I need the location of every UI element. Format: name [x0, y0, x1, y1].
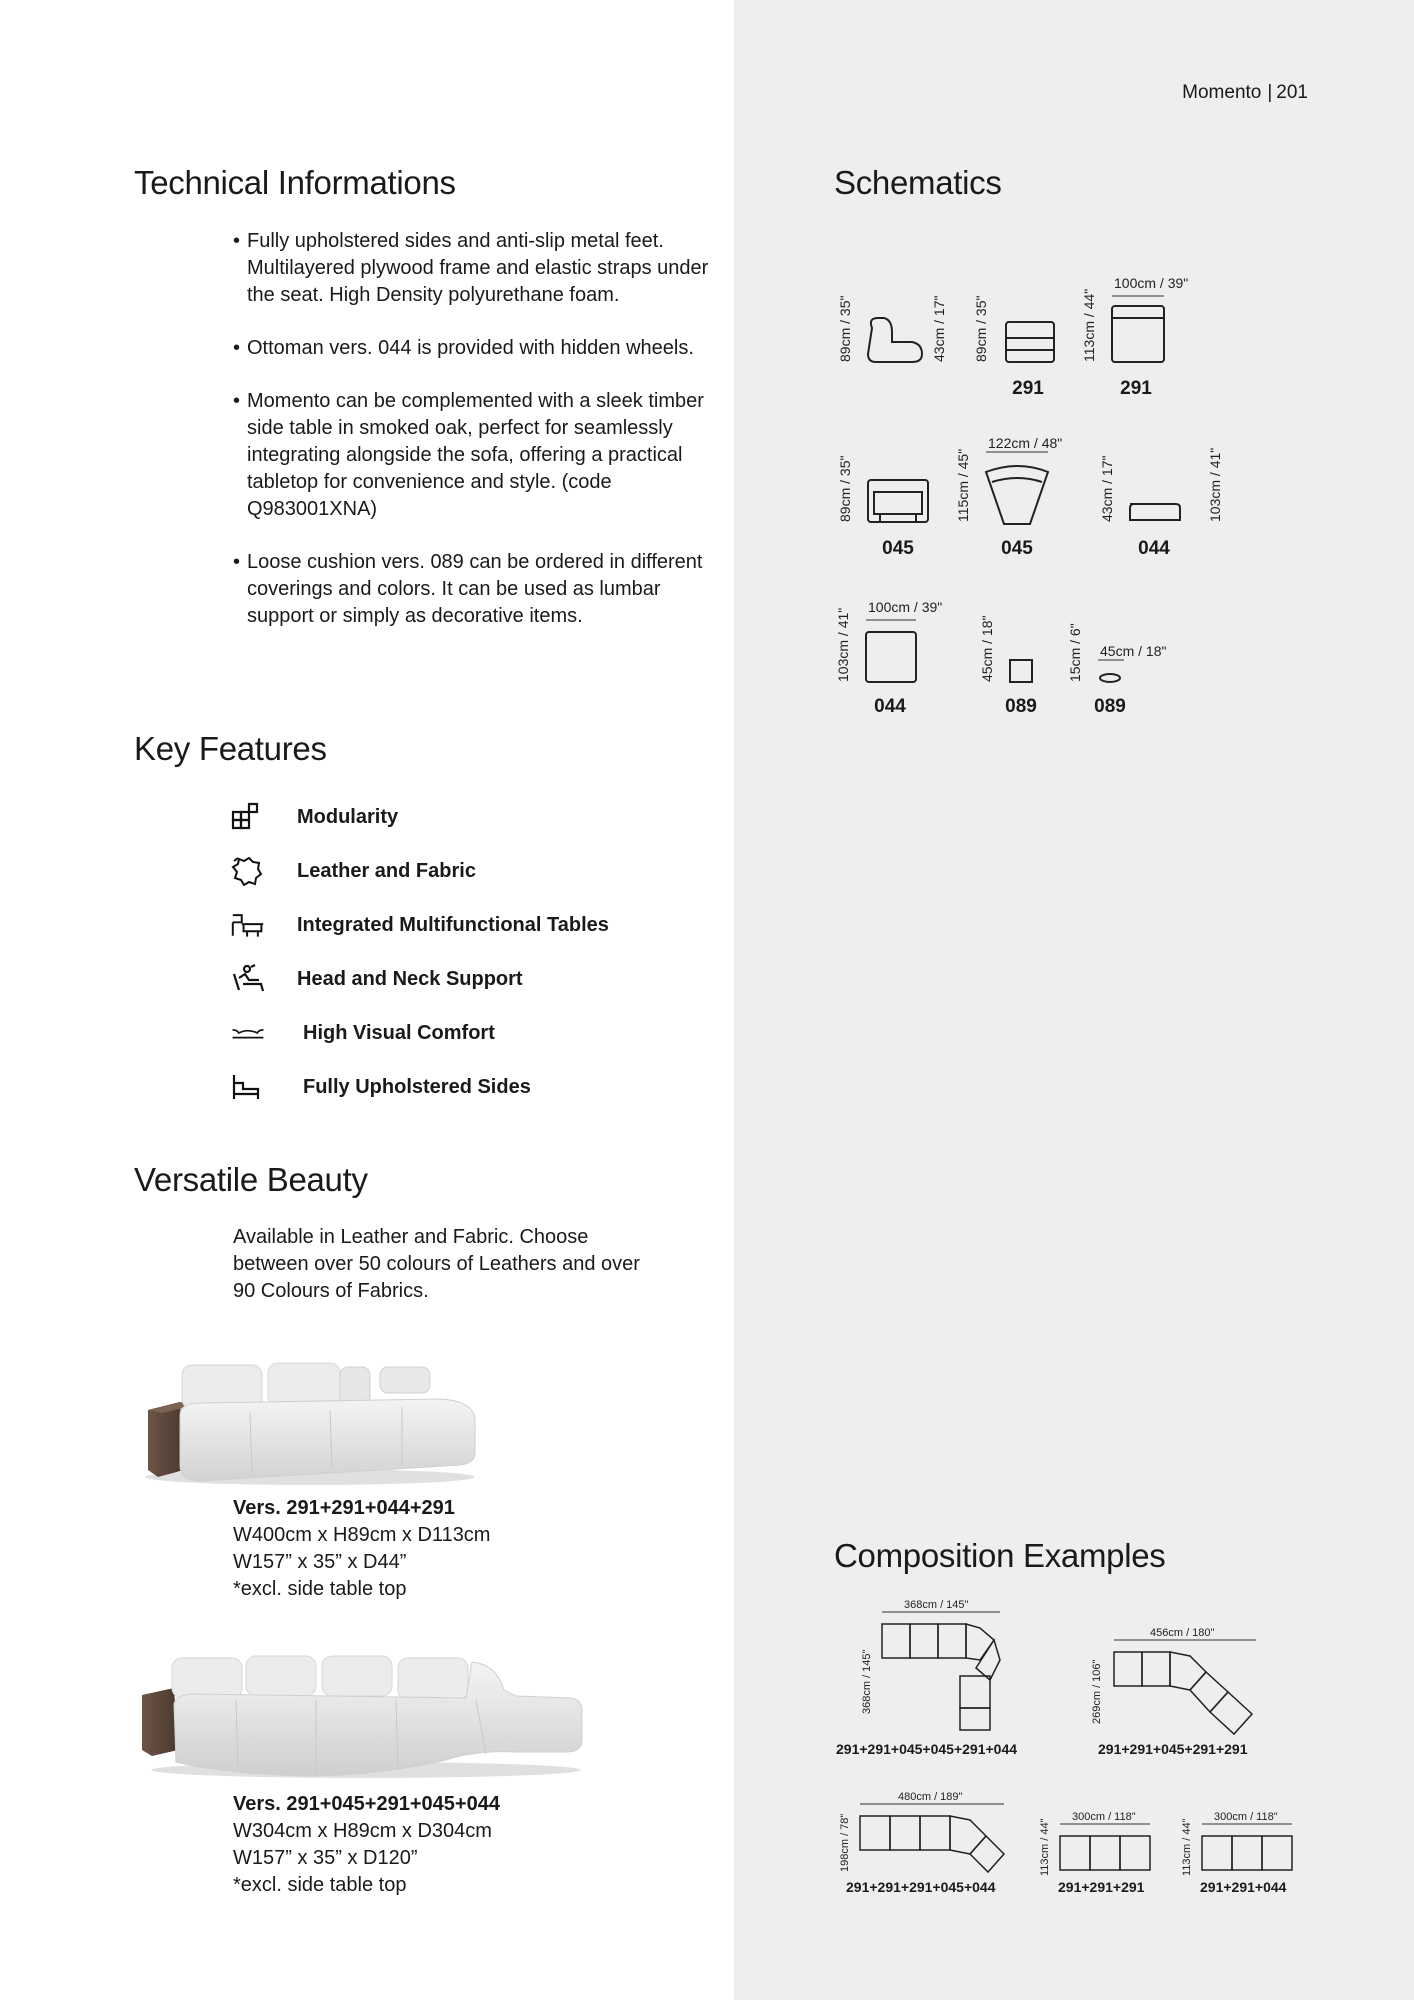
feature-list [231, 790, 711, 1114]
feature-item: High Visual Comfort [231, 1006, 711, 1060]
svg-text:43cm / 17": 43cm / 17" [1099, 455, 1115, 522]
versatile-title: Versatile Beauty [134, 1161, 368, 1198]
svg-text:456cm / 180": 456cm / 180" [1150, 1627, 1215, 1639]
svg-text:291+291+044: 291+291+044 [1200, 1879, 1287, 1895]
page-number: 201 [1276, 82, 1308, 103]
version-1: Vers. 291+291+044+291 W400cm x H89cm x D113cm W157” x 35” x D44” *excl. side table top [233, 1497, 491, 1600]
svg-text:89cm / 35": 89cm / 35" [837, 295, 853, 362]
svg-text:122cm / 48": 122cm / 48" [988, 435, 1063, 451]
bullet-item: • Loose cushion vers. 089 can be ordered in different coverings and colors. It can be used as lumbar support or simply as decorative items. [233, 551, 703, 627]
svg-text:43cm / 17": 43cm / 17" [931, 295, 947, 362]
page-header: Momento | 201 [1182, 82, 1308, 103]
svg-text:269cm / 106": 269cm / 106" [1091, 1659, 1103, 1724]
technical-bullets [233, 228, 713, 656]
svg-text:115cm / 45": 115cm / 45" [955, 448, 971, 522]
svg-text:300cm / 118": 300cm / 118" [1214, 1811, 1278, 1823]
svg-text:45cm / 18": 45cm / 18" [979, 615, 995, 682]
version-2: Vers. 291+045+291+045+044 W304cm x H89cm x D304cm W157” x 35” x D120” *excl. side table top [233, 1793, 500, 1896]
modularity-icon [231, 802, 265, 832]
svg-text:291: 291 [1012, 378, 1044, 399]
head-neck-icon [231, 964, 265, 994]
svg-text:045: 045 [1001, 538, 1033, 559]
bullet-item: • Ottoman vers. 044 is provided with hidden wheels. [233, 337, 694, 359]
svg-text:89cm / 35": 89cm / 35" [837, 455, 853, 522]
svg-text:368cm / 145": 368cm / 145" [861, 1649, 873, 1714]
svg-text:103cm / 41": 103cm / 41" [835, 607, 851, 682]
svg-text:15cm / 6": 15cm / 6" [1067, 623, 1083, 682]
composition-title: Composition Examples [834, 1537, 1166, 1574]
svg-text:089: 089 [1094, 696, 1126, 717]
upholstered-sides-icon [231, 1072, 265, 1102]
key-features-title: Key Features [134, 730, 327, 767]
sofa-image-1 [140, 1355, 480, 1485]
table-icon [231, 910, 265, 940]
feature-item: Integrated Multifunctional Tables [231, 898, 711, 952]
sofa-image-2 [136, 1640, 586, 1780]
svg-text:198cm / 78": 198cm / 78" [839, 1813, 851, 1872]
bullet-item: • Fully upholstered sides and anti-slip metal feet. Multilayered plywood frame and elastic straps under the seat. High Density polyurethane foam. [233, 230, 709, 306]
svg-text:113cm / 44": 113cm / 44" [1039, 1818, 1051, 1876]
svg-text:291: 291 [1120, 378, 1152, 399]
leather-fabric-icon [231, 856, 265, 886]
svg-text:291+291+291+045+044: 291+291+291+045+044 [846, 1879, 996, 1895]
brand-name: Momento [1182, 82, 1262, 103]
feature-item: Leather and Fabric [231, 844, 711, 898]
svg-text:100cm / 39": 100cm / 39" [868, 599, 943, 615]
versatile-text: Available in Leather and Fabric. Choose between over 50 colours of Leathers and over 90 Colours of Fabrics. [233, 1226, 640, 1302]
svg-text:044: 044 [874, 696, 906, 717]
technical-title: Technical Informations [134, 164, 456, 201]
svg-text:113cm / 44": 113cm / 44" [1181, 1818, 1193, 1876]
svg-text:45cm / 18": 45cm / 18" [1100, 643, 1167, 659]
svg-text:291+291+291: 291+291+291 [1058, 1879, 1145, 1895]
svg-text:045: 045 [882, 538, 914, 559]
svg-text:089: 089 [1005, 696, 1037, 717]
feature-item: Modularity [231, 790, 711, 844]
feature-item: Fully Upholstered Sides [231, 1060, 711, 1114]
svg-text:291+291+045+045+291+044: 291+291+045+045+291+044 [836, 1741, 1018, 1757]
svg-text:103cm / 41": 103cm / 41" [1207, 447, 1223, 522]
svg-text:044: 044 [1138, 538, 1170, 559]
bullet-item: • Momento can be complemented with a sleek timber side table in smoked oak, perfect for seamlessly integrating alongside the sofa, offering a practical tabletop for convenience and style. (code Q983001XNA) [233, 390, 704, 520]
svg-text:100cm / 39": 100cm / 39" [1114, 275, 1189, 291]
right-panel [734, 0, 1414, 2000]
svg-text:113cm / 44": 113cm / 44" [1081, 288, 1097, 362]
svg-text:480cm / 189": 480cm / 189" [898, 1791, 963, 1803]
svg-text:368cm / 145": 368cm / 145" [904, 1599, 969, 1611]
feature-item: Head and Neck Support [231, 952, 711, 1006]
visual-comfort-icon [231, 1018, 265, 1048]
svg-text:89cm / 35": 89cm / 35" [973, 295, 989, 362]
svg-text:291+291+045+291+291: 291+291+045+291+291 [1098, 1741, 1248, 1757]
schematics-title: Schematics [834, 164, 1002, 201]
svg-text:300cm / 118": 300cm / 118" [1072, 1811, 1136, 1823]
